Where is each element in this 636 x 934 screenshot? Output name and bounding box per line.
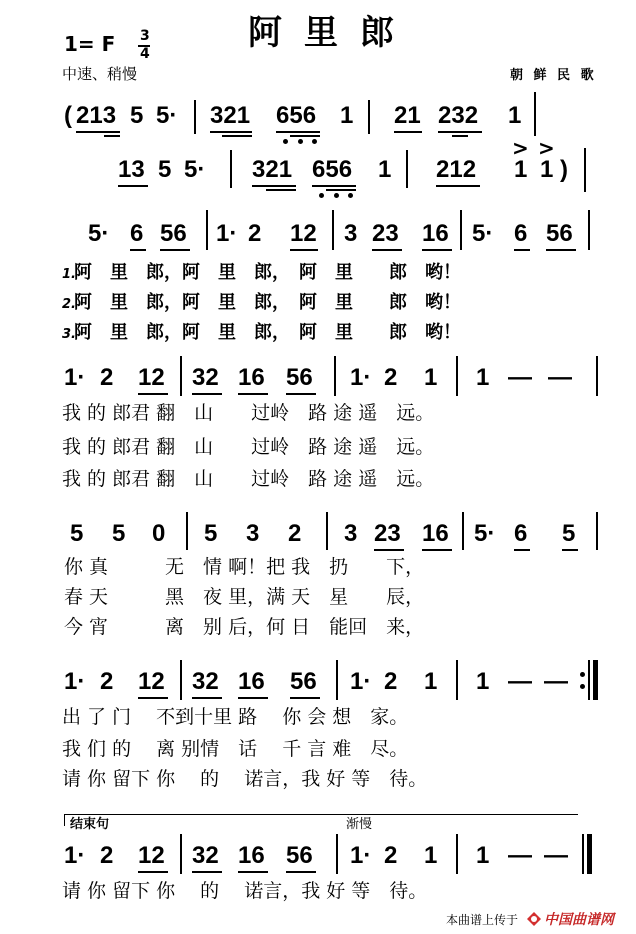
- note: —: [544, 842, 568, 869]
- note: 1: [540, 156, 554, 183]
- note: 1·: [350, 364, 372, 391]
- lyric-line: 我 的 郎君 翻 山 过岭 路 途 遥 远。: [62, 402, 435, 424]
- note: 1: [476, 668, 490, 695]
- key-signature: 1= F: [64, 32, 116, 56]
- note: —: [508, 842, 532, 869]
- note: 23: [374, 520, 401, 547]
- page-title: 阿里郎: [248, 13, 416, 53]
- note: —: [544, 668, 568, 695]
- note: 5: [562, 520, 576, 547]
- lyric-line: 春 天 黑 夜 里，满 天 星 辰，: [64, 586, 425, 608]
- note: 2: [288, 520, 302, 547]
- note: 2: [384, 842, 398, 869]
- note: 1: [340, 102, 354, 129]
- accent-mark: >: [538, 136, 555, 160]
- song-origin: 朝 鲜 民 歌: [510, 68, 597, 83]
- intro-paren: (: [64, 102, 72, 129]
- note: 1: [476, 842, 490, 869]
- note: 5: [204, 520, 218, 547]
- note: 232: [438, 102, 479, 129]
- note: 13: [118, 156, 145, 183]
- verse-number: 2.: [62, 297, 76, 312]
- note: 2: [384, 668, 398, 695]
- note: 3: [344, 220, 358, 247]
- note: 213: [76, 102, 117, 129]
- note: 1·: [64, 842, 86, 869]
- note: 1: [514, 156, 528, 183]
- ritardando-marking: 渐慢: [346, 817, 373, 832]
- note: —: [508, 364, 532, 391]
- note: 1·: [216, 220, 238, 247]
- note: 656: [312, 156, 353, 183]
- lyric-line: 阿 里 郎，阿 里 郎， 阿 里 郎 哟！: [74, 292, 461, 313]
- note: 5·: [472, 220, 494, 247]
- note: 6: [514, 520, 528, 547]
- note: 56: [160, 220, 187, 247]
- lyric-line: 今 宵 离 别 后，何 日 能回 来，: [64, 616, 425, 638]
- tempo-marking: 中速、稍慢: [62, 65, 138, 83]
- lyric-line: 我 们 的 离 别情 话 千 言 难 尽。: [62, 738, 409, 760]
- note: 656: [276, 102, 317, 129]
- note: 56: [286, 842, 313, 869]
- note: 32: [192, 842, 219, 869]
- note: 56: [286, 364, 313, 391]
- note: 321: [252, 156, 293, 183]
- note: 1: [508, 102, 522, 129]
- note: 16: [422, 220, 449, 247]
- accent-mark: >: [512, 136, 529, 160]
- note: 21: [394, 102, 421, 129]
- note: 16: [422, 520, 449, 547]
- note: 1: [424, 364, 438, 391]
- note: 56: [290, 668, 317, 695]
- note: 1·: [64, 668, 86, 695]
- site-name[interactable]: 中国曲谱网: [544, 912, 614, 928]
- lyric-line: 我 的 郎君 翻 山 过岭 路 途 遥 远。: [62, 436, 435, 458]
- note: 5: [112, 520, 126, 547]
- note: 1: [476, 364, 490, 391]
- verse-number: 1.: [62, 267, 76, 282]
- lyric-line: 请 你 留下 你 的 诺言，我 好 等 待。: [62, 768, 428, 790]
- note: 32: [192, 364, 219, 391]
- note: 16: [238, 842, 265, 869]
- site-logo-icon: [526, 911, 542, 927]
- note: 321: [210, 102, 251, 129]
- note: 1·: [64, 364, 86, 391]
- note: 12: [138, 364, 165, 391]
- note: 2: [384, 364, 398, 391]
- note: 12: [138, 668, 165, 695]
- lyric-line: 阿 里 郎，阿 里 郎， 阿 里 郎 哟！: [74, 262, 461, 283]
- note: 5: [70, 520, 84, 547]
- note: 2: [100, 364, 114, 391]
- lyric-line: 请 你 留下 你 的 诺言，我 好 等 待。: [62, 880, 428, 902]
- note: 12: [138, 842, 165, 869]
- note: 5·: [88, 220, 110, 247]
- note: 16: [238, 668, 265, 695]
- note: 2: [100, 668, 114, 695]
- upload-note: 本曲谱上传于: [446, 913, 519, 927]
- note: 3: [344, 520, 358, 547]
- note: 5·: [474, 520, 496, 547]
- note: 6: [514, 220, 528, 247]
- note: 212: [436, 156, 477, 183]
- lyric-line: 阿 里 郎，阿 里 郎， 阿 里 郎 哟！: [74, 322, 461, 343]
- note: 16: [238, 364, 265, 391]
- intro-paren-close: ): [560, 156, 568, 183]
- note: —: [548, 364, 572, 391]
- lyric-line: 你 真 无 情 啊！把 我 扔 下，: [64, 556, 425, 578]
- note: 32: [192, 668, 219, 695]
- time-signature-bottom: 4: [140, 46, 150, 62]
- note: 56: [546, 220, 573, 247]
- lyric-line: 我 的 郎君 翻 山 过岭 路 途 遥 远。: [62, 468, 435, 490]
- note: 5: [130, 102, 144, 129]
- note: 1: [424, 668, 438, 695]
- note: 1: [378, 156, 392, 183]
- note: 5: [158, 156, 172, 183]
- note: 23: [372, 220, 399, 247]
- note: 1: [424, 842, 438, 869]
- note: 2: [100, 842, 114, 869]
- note: 6: [130, 220, 144, 247]
- note: 12: [290, 220, 317, 247]
- note: 5·: [184, 156, 206, 183]
- ending-label: 结束句: [70, 817, 110, 832]
- note: 2: [248, 220, 262, 247]
- note: —: [508, 668, 532, 695]
- time-signature-top: 3: [140, 28, 150, 44]
- note: 1·: [350, 668, 372, 695]
- note: 3: [246, 520, 260, 547]
- lyric-line: 出 了 门 不到十里 路 你 会 想 家。: [62, 706, 409, 728]
- verse-number: 3.: [62, 327, 76, 342]
- note: 5·: [156, 102, 178, 129]
- note: 1·: [350, 842, 372, 869]
- note: 0: [152, 520, 166, 547]
